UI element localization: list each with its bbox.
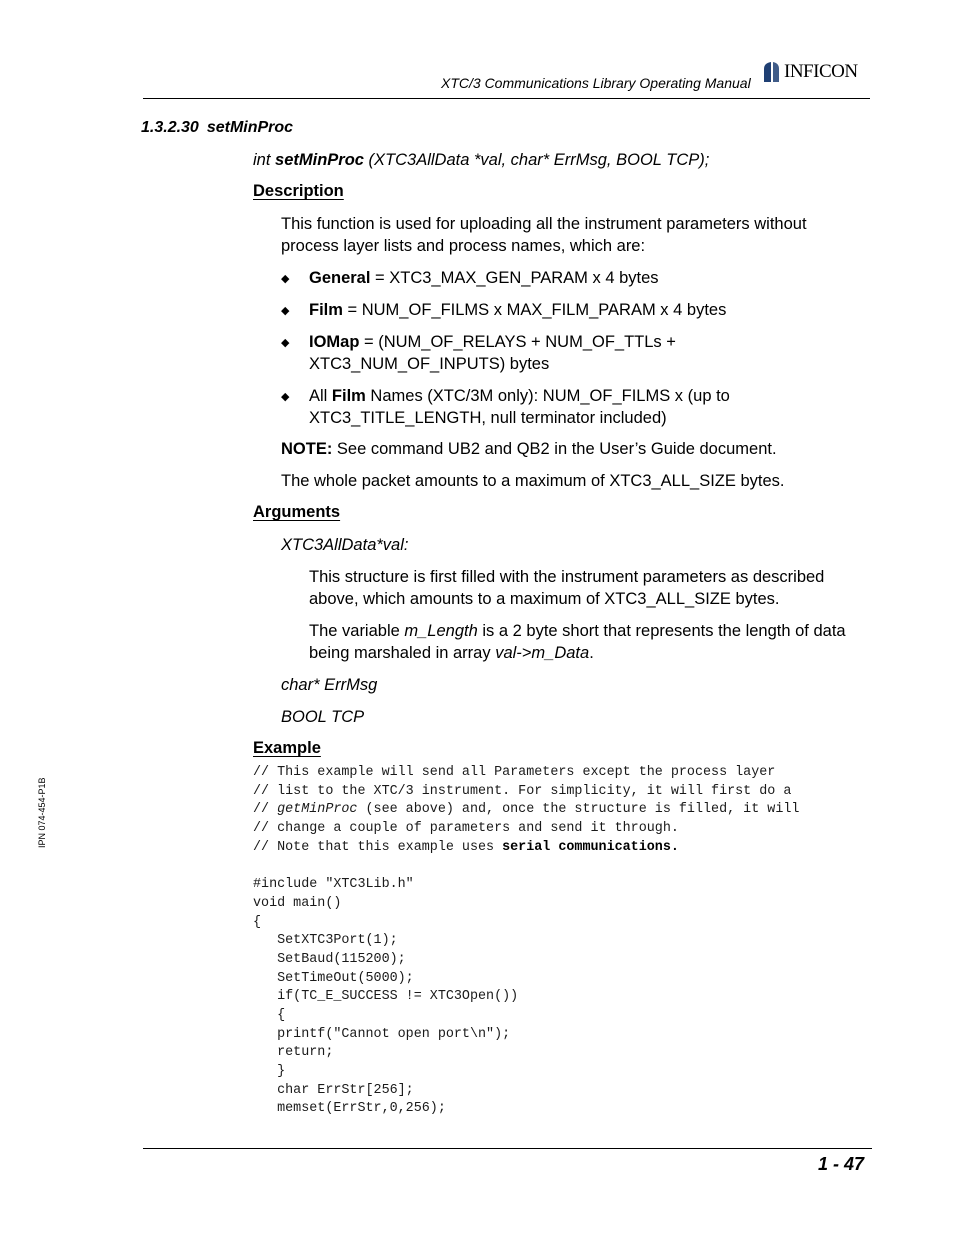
code-comment-text: (see above) and, once the structure is filled, it will xyxy=(357,802,800,818)
variable-name: val->m_Data xyxy=(495,644,590,662)
code-line: SetXTC3Port(1); xyxy=(253,933,398,949)
note-paragraph xyxy=(281,438,777,460)
section-number: 1.3.2.30 xyxy=(141,119,199,136)
header-rule xyxy=(143,98,870,99)
signature-params: (XTC3AllData *val, char* ErrMsg, BOOL TCP); xyxy=(363,151,710,169)
bullet-diamond-icon: ◆ xyxy=(281,305,290,317)
bullet-term: Film xyxy=(331,387,366,405)
argument-val-description xyxy=(309,566,824,610)
code-comment-line: // change a couple of parameters and send it through. xyxy=(253,821,679,837)
argument-name-errmsg: char* ErrMsg xyxy=(281,676,378,694)
code-function-ref: getMinProc xyxy=(277,802,358,818)
description-intro-line: process layer lists and process names, which are: xyxy=(281,237,646,255)
code-example xyxy=(253,764,799,1119)
page-number: 1 - 47 xyxy=(817,1154,864,1174)
argument-name-val: XTC3AllData*val: xyxy=(281,536,409,554)
code-comment-text: // xyxy=(253,802,278,818)
bullet-term: Film xyxy=(309,301,343,319)
inficon-logo-icon xyxy=(761,60,781,84)
code-comment-line xyxy=(253,801,799,820)
bullet-text-continued: XTC3_TITLE_LENGTH, null terminator included) xyxy=(309,409,667,427)
argument-val-length-paragraph xyxy=(309,620,846,664)
code-line: SetBaud(115200); xyxy=(253,951,406,967)
bullet-text: = XTC3_MAX_GEN_PARAM x 4 bytes xyxy=(370,269,659,287)
note-text: See command UB2 and QB2 in the User’s Guide document. xyxy=(332,440,777,458)
code-line: #include "XTC3Lib.h" xyxy=(253,877,414,893)
code-comment-text: // Note that this example uses xyxy=(253,839,503,855)
signature-return-type: int xyxy=(253,151,276,169)
section-title: setMinProc xyxy=(206,119,294,136)
code-line: if(TC_E_SUCCESS != XTC3Open()) xyxy=(253,989,519,1005)
function-signature xyxy=(253,149,709,171)
bullet-item-film xyxy=(309,299,726,321)
inficon-logo xyxy=(761,60,858,84)
code-comment-line: // list to the XTC/3 instrument. For simplicity, it will first do a xyxy=(253,783,792,799)
packet-size-paragraph: The whole packet amounts to a maximum of XTC3_ALL_SIZE bytes. xyxy=(281,472,785,490)
code-line: void main() xyxy=(253,895,342,911)
bullet-prefix: All xyxy=(309,387,332,405)
arguments-heading: Arguments xyxy=(253,503,341,521)
code-line: SetTimeOut(5000); xyxy=(253,970,414,986)
paragraph-text: The variable xyxy=(309,622,405,640)
bullet-diamond-icon: ◆ xyxy=(281,273,290,285)
bullet-item-iomap xyxy=(309,331,676,375)
bullet-term: IOMap xyxy=(309,333,360,351)
code-line: { xyxy=(253,914,262,930)
description-intro xyxy=(281,213,807,257)
code-comment-line: // This example will send all Parameters except the process layer xyxy=(253,765,776,780)
code-comment-emphasis: serial communications. xyxy=(502,839,679,855)
code-comment-line xyxy=(253,839,799,858)
code-line: char ErrStr[256]; xyxy=(253,1082,414,1098)
bullet-text-continued: XTC3_NUM_OF_INPUTS) bytes xyxy=(309,355,550,373)
footer-rule xyxy=(143,1148,872,1149)
bullet-diamond-icon: ◆ xyxy=(281,391,290,403)
code-line: return; xyxy=(253,1045,334,1061)
argument-val-line: This structure is first filled with the instrument parameters as described xyxy=(309,568,825,586)
code-line: { xyxy=(253,1007,286,1023)
bullet-text: = NUM_OF_FILMS x MAX_FILM_PARAM x 4 bytes xyxy=(342,301,727,319)
bullet-text: Names (XTC/3M only): NUM_OF_FILMS x (up to xyxy=(365,387,730,405)
bullet-diamond-icon: ◆ xyxy=(281,337,290,349)
running-header-title: XTC/3 Communications Library Operating Manual xyxy=(441,75,751,91)
example-heading: Example xyxy=(253,739,321,757)
argument-val-line: above, which amounts to a maximum of XTC3_ALL_SIZE bytes. xyxy=(309,590,780,608)
section-heading xyxy=(141,119,293,137)
bullet-text: = (NUM_OF_RELAYS + NUM_OF_TTLs + xyxy=(359,333,676,351)
side-document-id: IPN 074-454-P1B xyxy=(37,777,47,848)
argument-name-tcp: BOOL TCP xyxy=(281,708,365,726)
bullet-item-film-names xyxy=(309,385,730,429)
code-line: } xyxy=(253,1064,286,1079)
bullet-term: General xyxy=(309,269,371,287)
inficon-logo-text: INFICON xyxy=(784,61,858,82)
paragraph-text: being marshaled in array xyxy=(309,644,496,662)
code-line: memset(ErrStr,0,256); xyxy=(253,1101,446,1117)
signature-function-name: setMinProc xyxy=(275,151,364,169)
code-blank-line xyxy=(253,857,799,876)
paragraph-text: is a 2 byte short that represents the length of data xyxy=(477,622,846,640)
code-line: printf("Cannot open port\n"); xyxy=(253,1026,511,1042)
note-label: NOTE: xyxy=(281,440,333,458)
description-intro-line: This function is used for uploading all the instrument parameters without xyxy=(281,215,807,233)
description-heading: Description xyxy=(253,182,344,200)
paragraph-text: . xyxy=(589,644,594,662)
bullet-item-general xyxy=(309,267,659,289)
variable-name: m_Length xyxy=(404,622,478,640)
